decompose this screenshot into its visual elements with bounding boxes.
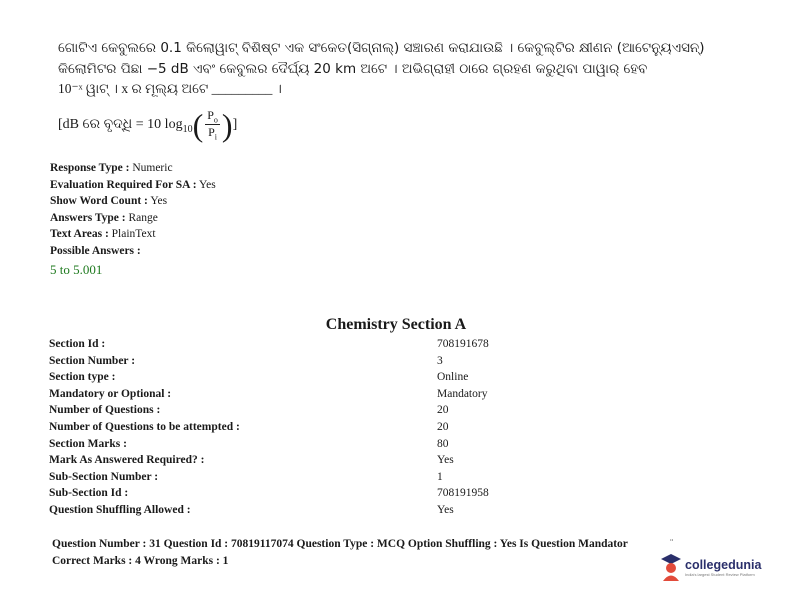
section-row-key: Number of Questions : xyxy=(49,404,161,417)
section-row-key: Sub-Section Id : xyxy=(49,487,129,500)
section-row-key: Question Shuffling Allowed : xyxy=(49,504,191,516)
section-row-value: Mandatory xyxy=(437,387,488,400)
section-row-value: 708191958 xyxy=(437,487,489,500)
formula-paren-open: ( xyxy=(192,106,204,143)
possible-answers-value: 5 to 5.001 xyxy=(50,262,103,277)
formula-prefix: [dB ରେ ବୃଦ୍ଧି = 10 log xyxy=(58,116,183,132)
marks-line: Correct Marks : 4 Wrong Marks : 1 xyxy=(52,555,229,567)
logo-tagline: India's largest Student Review Platform xyxy=(685,571,755,577)
section-row-value: 80 xyxy=(437,437,449,450)
section-row-value: 708191678 xyxy=(437,338,489,350)
question-line-3: 10⁻ˣ ୱାଟ୍ । x ର ମୂଲ୍ୟ ଅଟେ _________ । xyxy=(58,81,282,96)
question-line-2: କିଲୋମିଟର ପିଛା −5 dB ଏବଂ କେବୁଲର ଦୈର୍ଘ୍ୟ 20 km ଅଟେ । ଅଭିଗ୍ରାହୀ ଠାରେ ଗ୍ରହଣ କରୁଥିବା ପାୱାର୍ ହେବ xyxy=(58,61,648,77)
text-areas: Text Areas : PlainText xyxy=(50,228,156,240)
section-row-value: Yes xyxy=(437,454,454,467)
show-word-count: Show Word Count : Yes xyxy=(50,195,168,207)
question-line-1: ଗୋଟିଏ କେବୁଲରେ 0.1 କିଲୋୱାଟ୍ ବିଶିଷ୍ଟ ଏକ ସଂକେତ(ସିଗ୍ନାଲ୍) ସଞ୍ଚାରଣ କରାଯାଉଛି । କେବୁଲ୍‌ଟିର କ୍ଷୀଣନ (ଆଟେନ୍ୟୁଏସନ୍) xyxy=(58,40,705,56)
formula-paren-close: ) xyxy=(221,106,233,143)
section-row-key: Section Marks : xyxy=(49,437,127,450)
section-row-value: 1 xyxy=(437,470,443,483)
section-title: Chemistry Section A xyxy=(325,316,467,333)
question-info-line: Question Number : 31 Question Id : 70819117074 Question Type : MCQ Option Shuffling : Yes Is Question Mandator xyxy=(52,538,628,550)
response-type: Response Type : Numeric xyxy=(50,162,173,174)
section-row-key: Mandatory or Optional : xyxy=(49,387,172,400)
formula-numerator: $P_o$ xyxy=(207,108,218,125)
formula-denominator: $P_i$ xyxy=(208,125,218,142)
answers-type: Answers Type : Range xyxy=(50,212,158,224)
section-row-value: Online xyxy=(437,371,469,384)
logo-text xyxy=(685,558,761,577)
corner-mark: ¨ xyxy=(670,538,674,549)
formula xyxy=(58,108,237,142)
section-row-value: 3 xyxy=(437,354,443,367)
section-row-value: 20 xyxy=(437,404,449,417)
section-row-value: Yes xyxy=(437,504,454,516)
section-row-key: Sub-Section Number : xyxy=(49,470,159,483)
section-row-key: Section type : xyxy=(49,371,116,384)
section-row-value: 20 xyxy=(437,421,449,433)
formula-log-base: 10 xyxy=(182,124,193,136)
section-row-key: Mark As Answered Required? : xyxy=(49,454,205,467)
graduate-icon xyxy=(660,552,682,582)
formula-fraction xyxy=(205,108,220,142)
section-row-key: Section Id : xyxy=(49,338,106,350)
logo-name: collegedunia xyxy=(685,557,762,572)
section-row-key: Section Number : xyxy=(49,354,136,367)
collegedunia-logo xyxy=(660,552,761,582)
section-row-key: Number of Questions to be attempted : xyxy=(49,421,240,433)
possible-answers-label: Possible Answers : xyxy=(50,245,141,257)
evaluation-required: Evaluation Required For SA : Yes xyxy=(50,179,216,191)
formula-suffix: ] xyxy=(232,116,238,132)
